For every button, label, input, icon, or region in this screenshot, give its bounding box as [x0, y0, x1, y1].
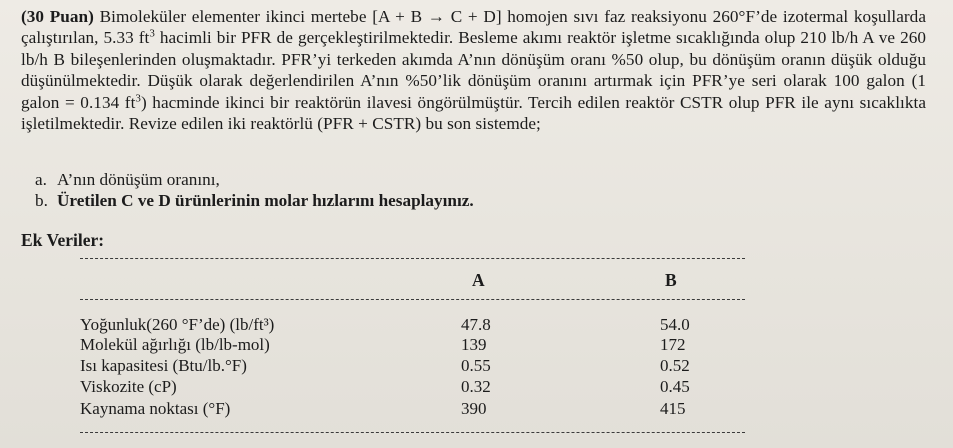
table-row-property: Molekül ağırlığı (lb/lb-mol) — [80, 335, 270, 354]
ek-veriler-title: Ek Veriler: — [21, 230, 105, 250]
question-sup-2: 3 — [135, 91, 141, 104]
subquestion-a-label: a. — [35, 170, 47, 189]
table-cell-a: 0.32 — [461, 377, 491, 396]
table-header-rule — [80, 299, 745, 300]
table-top-rule — [80, 258, 745, 259]
subquestion-b — [35, 190, 474, 211]
table-cell-a: 47.8 — [461, 315, 491, 334]
table-cell-b: 415 — [660, 399, 686, 418]
table-row-property: Kaynama noktası (°F) — [80, 399, 231, 418]
subquestion-b-label: b. — [35, 191, 48, 210]
table-cell-b: 54.0 — [660, 315, 690, 334]
question-sup-1: 3 — [149, 27, 155, 40]
table-row-property: Yoğunluk(260 °F’de) (lb/ft³) — [80, 315, 275, 334]
subquestion-a — [35, 169, 220, 190]
column-header-b: B — [665, 270, 677, 290]
question-points: (30 Puan) — [21, 7, 94, 26]
table-row-property: Viskozite (cP) — [80, 377, 177, 396]
table-cell-a: 0.55 — [461, 356, 491, 375]
table-row-property: Isı kapasitesi (Btu/lb.°F) — [80, 356, 247, 375]
table-cell-a: 390 — [461, 399, 487, 418]
column-header-a: A — [472, 270, 485, 290]
table-cell-a: 139 — [461, 335, 487, 354]
question-text-3: ) hacminde ikinci bir reaktörün ilavesi öngörülmüştür. Tercih edilen reaktör CSTR olup PFR ile aynı sıcaklıkta işletilmektedir. Revize edilen iki reaktörlü (PFR + CSTR) bu son sistemde; — [21, 92, 926, 134]
subquestion-a-text: A’nın dönüşüm oranını, — [57, 170, 220, 189]
question-text-2: hacimli bir PFR de gerçekleştirilmektedir. Besleme akımı reaktör işletme sıcaklığında olup 210 lb/h A ve 260 lb/h B bileşenlerinden oluşmaktadır. PFR’yi terkeden akımda A’nın dönüşüm oranı %50 olup, bu dönüşüm oranın düşük olduğu düşünülmektedir. Düşük olarak değerlendirilen A’nın %50’lik dönüşüm oranını artırmak için PFR’ye seri olarak 100 galon (1 galon = 0.134 ft — [21, 28, 926, 112]
table-cell-b: 172 — [660, 335, 686, 354]
question-text-1: Bimoleküler elementer ikinci mertebe [A + B → C + D] homojen sıvı faz reaksiyonu 260°F’de izotermal koşullarda çalıştırılan, 5.33 ft — [21, 7, 927, 48]
table-bottom-rule — [80, 432, 745, 433]
question-paragraph — [21, 6, 926, 134]
table-cell-b: 0.52 — [660, 356, 690, 375]
subquestion-b-text: Üretilen C ve D ürünlerinin molar hızlarını hesaplayınız. — [57, 191, 474, 210]
table-cell-b: 0.45 — [660, 377, 690, 396]
